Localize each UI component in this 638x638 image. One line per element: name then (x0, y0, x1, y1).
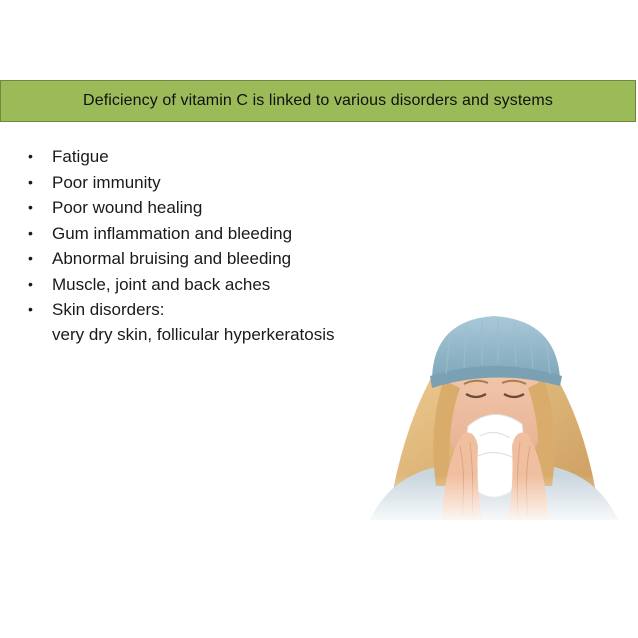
bullet-marker: • (28, 224, 33, 241)
photo-illustration (370, 316, 618, 520)
bullet-text: Abnormal bruising and bleeding (52, 249, 292, 268)
bullet-item (28, 144, 292, 170)
bullet-item (28, 272, 292, 298)
bullet-item (28, 221, 292, 247)
bullet-continuation: very dry skin, follicular hyperkeratosis (52, 325, 335, 344)
banner-title: Deficiency of vitamin C is linked to various disorders and systems (83, 92, 553, 109)
bullet-marker: • (28, 301, 33, 317)
sneezing-woman-photo (370, 316, 618, 520)
bullet-marker: • (28, 250, 33, 266)
bullet-marker: • (28, 275, 33, 292)
bullet-list (28, 144, 292, 323)
bullet-item (28, 195, 292, 221)
bullet-text: Fatigue (52, 147, 109, 166)
bullet-item (28, 170, 292, 196)
bullet-marker: • (28, 148, 33, 164)
bullet-item (28, 297, 292, 323)
bullet-text: Poor wound healing (52, 198, 203, 217)
bullet-text: Skin disorders: (52, 300, 165, 319)
title-banner (0, 80, 636, 122)
bullet-text: Poor immunity (52, 172, 161, 192)
bullet-text: Muscle, joint and back aches (52, 274, 271, 294)
bullet-text: Gum inflammation and bleeding (52, 223, 293, 243)
bullet-item (28, 246, 292, 272)
bullet-marker: • (28, 173, 33, 190)
bullet-marker: • (28, 199, 33, 215)
